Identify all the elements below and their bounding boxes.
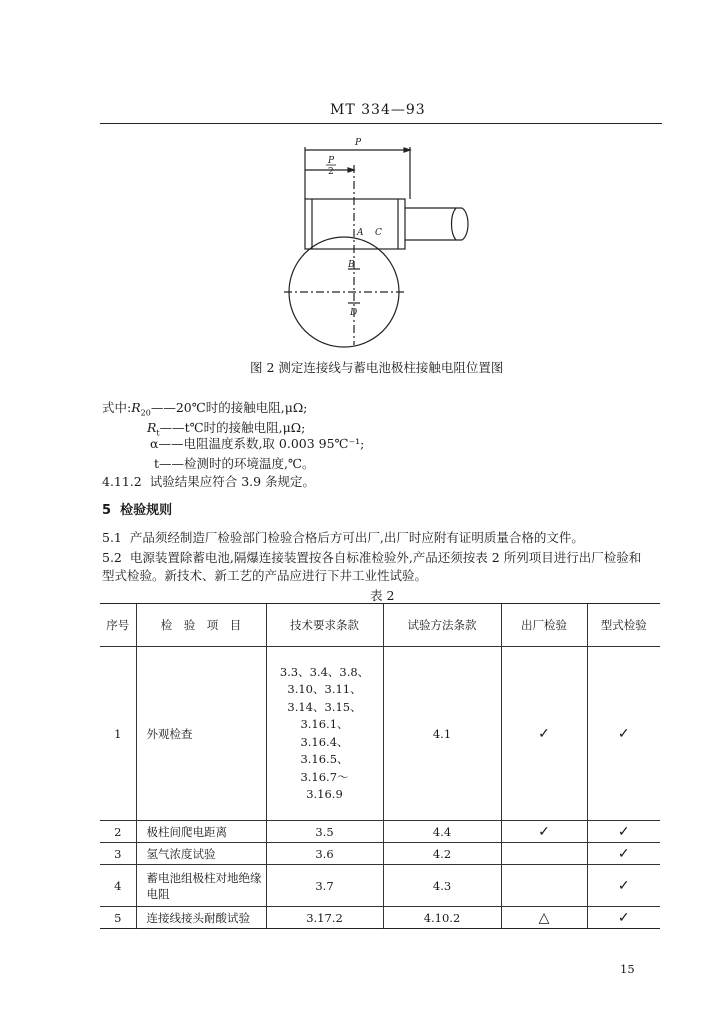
header-type: 型式检验: [587, 604, 660, 647]
req-line: 3.16.4、: [300, 734, 349, 749]
label-B: B: [348, 260, 355, 270]
cell-item: [136, 865, 266, 907]
cable: [405, 208, 468, 240]
cell-no: 3: [100, 843, 136, 865]
cell-item: 外观检查: [136, 647, 266, 821]
cell-method: 4.10.2: [383, 907, 501, 929]
inspection-table: [100, 603, 660, 929]
cell-requirement: [266, 647, 383, 821]
connector-barrel: [305, 199, 405, 249]
item-line: 电阻: [146, 886, 170, 901]
label-A: A: [357, 228, 364, 238]
standard-header: MT 334—93: [330, 102, 426, 118]
cell-no: 4: [100, 865, 136, 907]
cell-factory: ✓: [501, 821, 587, 843]
cell-no: 5: [100, 907, 136, 929]
table-row: [100, 647, 660, 821]
cell-method: 4.4: [383, 821, 501, 843]
cell-factory: [501, 865, 587, 907]
header-item: 检 验 项 目: [136, 604, 266, 647]
cell-factory: △: [501, 907, 587, 929]
section-5-heading: [102, 499, 172, 518]
table-row: [100, 821, 660, 843]
clause-text: 产品须经制造厂检验部门检验合格后方可出厂,出厂时应附有证明质量合格的文件。: [129, 530, 584, 545]
req-line: 3.16.7～: [300, 769, 349, 784]
table-row: [100, 865, 660, 907]
header-requirement: 技术要求条款: [266, 604, 383, 647]
header-method: 试验方法条款: [383, 604, 501, 647]
req-line: 3.16.9: [306, 787, 343, 801]
cell-item: 氢气浓度试验: [136, 843, 266, 865]
clause-text: 电源装置除蓄电池,隔爆连接装置按各自标准检验外,产品还须按表 2 所列项目进行出厂检验和: [129, 550, 642, 565]
formula-alpha-line: α——电阻温度系数,取 0.003 95℃⁻¹;: [150, 436, 365, 451]
clause-number: 5.2: [102, 550, 122, 565]
cell-type: ✓: [587, 647, 660, 821]
page-number: 15: [620, 962, 635, 976]
cell-type: ✓: [587, 865, 660, 907]
clause-5-2-line1: [102, 548, 662, 566]
label-P: P: [355, 138, 362, 148]
header-factory: 出厂检验: [501, 604, 587, 647]
cell-type: ✓: [587, 821, 660, 843]
cell-requirement: 3.7: [266, 865, 383, 907]
label-P-half-num: P: [328, 156, 335, 166]
item-line: 蓄电池组极柱对地绝缘: [146, 870, 262, 885]
rt-subscript: t: [156, 428, 160, 438]
table-title: 表 2: [370, 588, 395, 603]
req-line: 3.16.1、: [300, 717, 349, 731]
section-title: 检验规则: [120, 503, 173, 518]
clause-5-2-line2: 型式检验。新技术、新工艺的产品应进行下井工业性试验。: [102, 568, 428, 583]
cell-item: 极柱间爬电距离: [136, 821, 266, 843]
cell-no: 2: [100, 821, 136, 843]
rt-description: ——t℃时的接触电阻,μΩ;: [159, 420, 306, 435]
cell-requirement: 3.17.2: [266, 907, 383, 929]
cell-item: 连接线接头耐酸试验: [136, 907, 266, 929]
cell-requirement: 3.6: [266, 843, 383, 865]
req-line: 3.14、3.15、: [287, 699, 362, 714]
clause-number: 4.11.2: [102, 474, 142, 489]
rt-symbol: R: [147, 420, 157, 435]
table-row: [100, 907, 660, 929]
cell-method: 4.1: [383, 647, 501, 821]
figure-caption: 图 2 测定连接线与蓄电池极柱接触电阻位置图: [250, 360, 504, 375]
cell-type: ✓: [587, 907, 660, 929]
clause-text: 试验结果应符合 3.9 条规定。: [149, 474, 316, 489]
cell-factory: [501, 843, 587, 865]
formula-t-line: t——检测时的环境温度,℃。: [154, 456, 315, 471]
r20-subscript: 20: [140, 408, 151, 418]
header-no: 序号: [100, 604, 136, 647]
cell-type: ✓: [587, 843, 660, 865]
table-row: [100, 843, 660, 865]
label-C: C: [375, 228, 382, 238]
req-line: 3.3、3.4、3.8、: [279, 664, 370, 679]
req-line: 3.10、3.11、: [287, 682, 362, 696]
cell-no: 1: [100, 647, 136, 821]
r20-symbol: R: [131, 400, 141, 415]
section-number: 5: [102, 503, 112, 518]
clause-4-11-2: [102, 472, 315, 490]
formula-r20-line: [102, 398, 307, 418]
label-P-half-den: 2: [328, 167, 334, 177]
figure-2-diagram: [280, 135, 480, 355]
clause-number: 5.1: [102, 530, 122, 545]
label-D: D: [350, 308, 358, 318]
clause-5-1: [102, 528, 584, 546]
cell-requirement: 3.5: [266, 821, 383, 843]
cell-method: 4.3: [383, 865, 501, 907]
r20-description: ——20℃时的接触电阻,μΩ;: [150, 400, 308, 415]
cell-method: 4.2: [383, 843, 501, 865]
cell-factory: ✓: [501, 647, 587, 821]
req-line: 3.16.5、: [300, 752, 349, 766]
header-rule: [100, 123, 662, 124]
formula-intro: 式中:: [102, 400, 132, 415]
